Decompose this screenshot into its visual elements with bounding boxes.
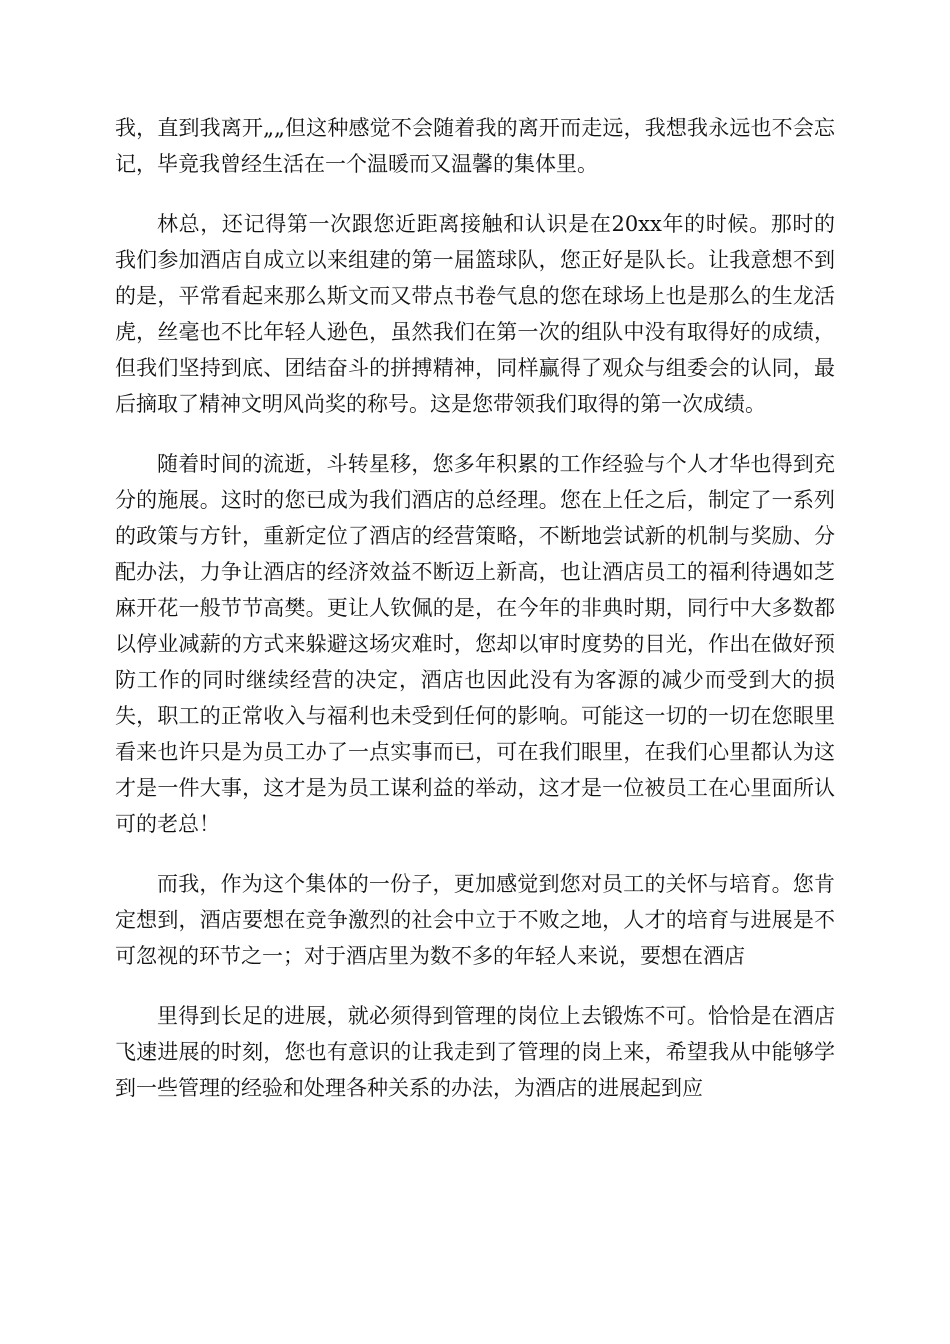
- paragraph-4: 而我，作为这个集体的一份子，更加感觉到您对员工的关怀与培育。您肯定想到，酒店要想在竞争激烈的社会中立于不败之地，人才的培育与进展是不可忽视的环节之一；对于酒店里为数不多的年轻人来说，要想在酒店: [115, 872, 835, 968]
- paragraph-5: 里得到长足的进展，就必须得到管理的岗位上去锻炼不可。恰恰是在酒店飞速进展的时刻，您也有意识的让我走到了管理的岗上来，希望我从中能够学到一些管理的经验和处理各种关系的办法，为酒店的进展起到应: [115, 1004, 835, 1100]
- paragraph-1: 我，直到我离开„„但这种感觉不会随着我的离开而走远，我想我永远也不会忘记，毕竟我曾经生活在一个温暖而又温馨的集体里。: [115, 116, 835, 176]
- paragraph-2: 林总，还记得第一次跟您近距离接触和认识是在20xx年的时候。那时的我们参加酒店自成立以来组建的第一届篮球队，您正好是队长。让我意想不到的是，平常看起来那么斯文而又带点书卷气息的您在球场上也是那么的生龙活虎，丝毫也不比年轻人逊色，虽然我们在第一次的组队中没有取得好的成绩，但我们坚持到底、团结奋斗的拼搏精神，同样赢得了观众与组委会的认同，最后摘取了精神文明风尚奖的称号。这是您带领我们取得的第一次成绩。: [115, 212, 835, 416]
- paragraph-3: 随着时间的流逝，斗转星移，您多年积累的工作经验与个人才华也得到充分的施展。这时的您已成为我们酒店的总经理。您在上任之后，制定了一系列的政策与方针，重新定位了酒店的经营策略，不断地尝试新的机制与奖励、分配办法，力争让酒店的经济效益不断迈上新高，也让酒店员工的福利待遇如芝麻开花一般节节高樊。更让人钦佩的是，在今年的非典时期，同行中大多数都以停业减薪的方式来躲避这场灾难时，您却以审时度势的目光，作出在做好预防工作的同时继续经营的决定，酒店也因此没有为客源的减少而受到大的损失，职工的正常收入与福利也未受到任何的影响。可能这一切的一切在您眼里看来也许只是为员工办了一点实事而已，可在我们眼里，在我们心里都认为这才是一件大事，这才是为员工谋利益的举动，这才是一位被员工在心里面所认可的老总！: [115, 452, 835, 836]
- document-page: [115, 110, 835, 1130]
